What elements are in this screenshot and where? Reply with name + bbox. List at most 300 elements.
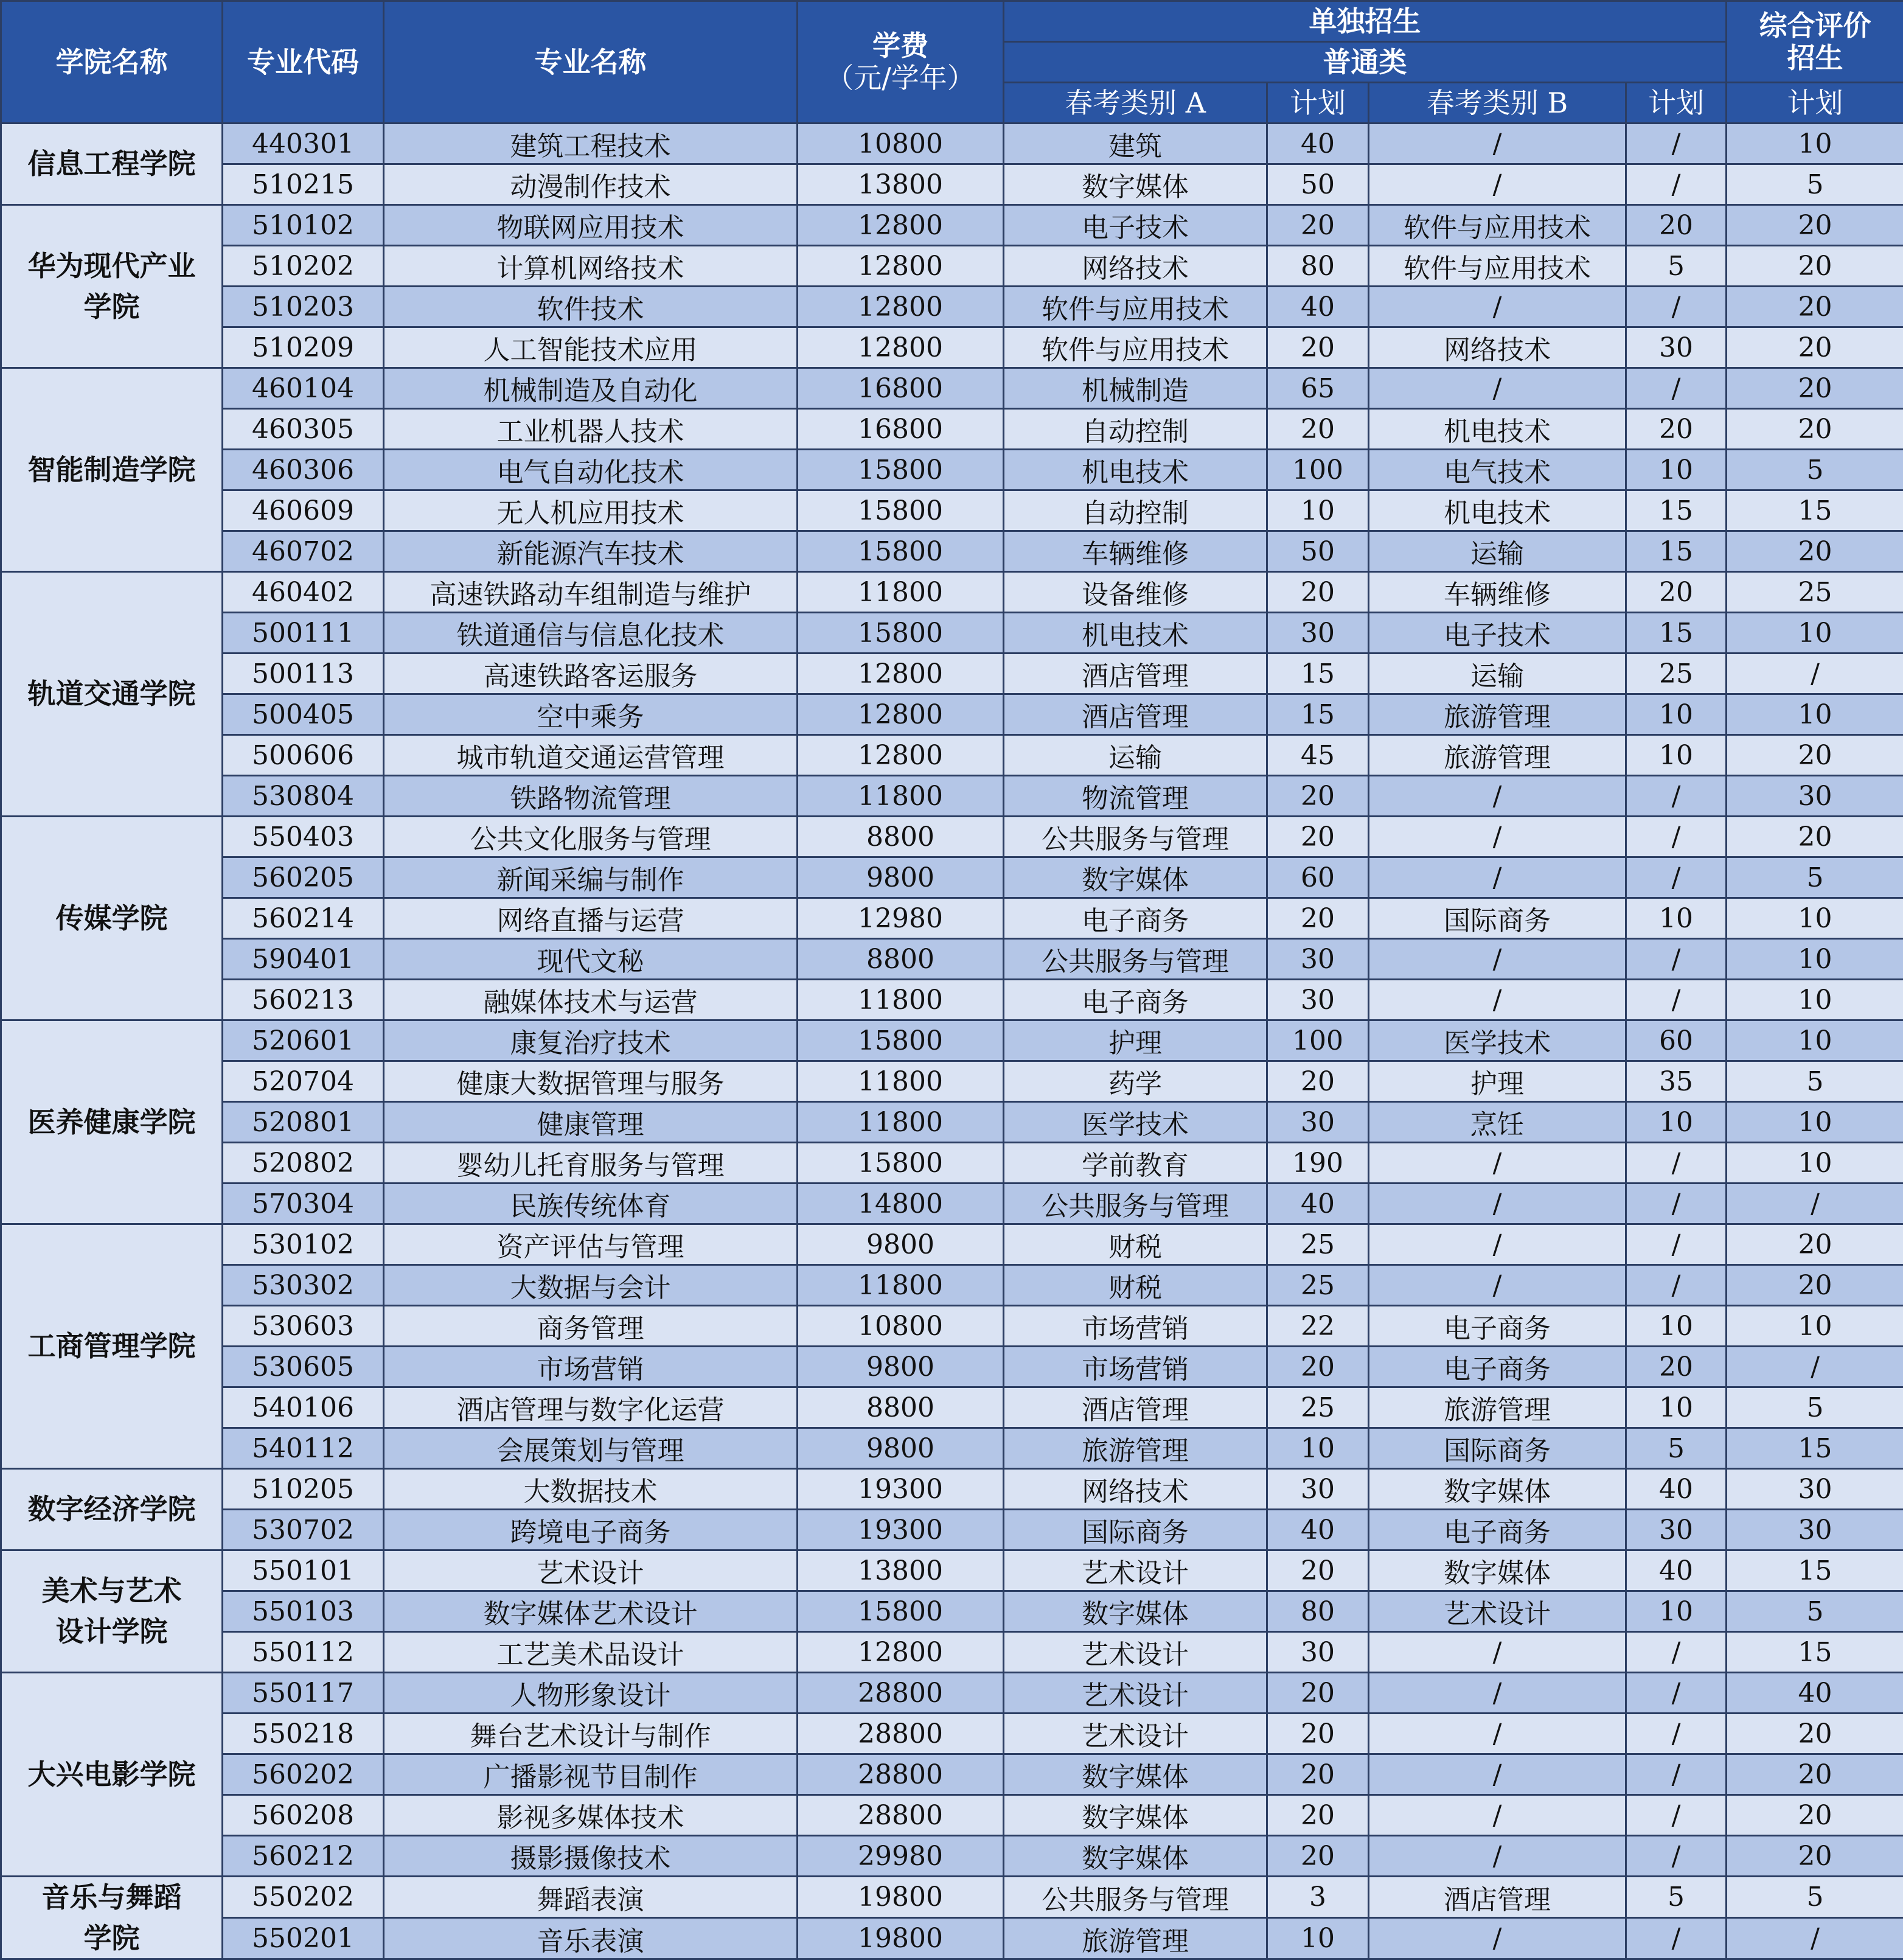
tuition-cell: 9800 [798, 857, 1004, 898]
spring-category-b-cell: 运输 [1369, 654, 1626, 694]
major-name-cell: 摄影摄像技术 [384, 1836, 798, 1877]
spring-category-b-cell: / [1369, 857, 1626, 898]
plan-a-cell: 20 [1267, 1550, 1369, 1591]
spring-category-a-cell: 建筑 [1004, 124, 1267, 164]
tuition-cell: 12800 [798, 246, 1004, 287]
table-row [1, 327, 1903, 368]
spring-category-b-cell: / [1369, 164, 1626, 205]
spring-category-b-cell: 数字媒体 [1369, 1550, 1626, 1591]
plan-a-cell: 20 [1267, 1836, 1369, 1877]
spring-category-a-cell: 运输 [1004, 735, 1267, 776]
spring-category-a-cell: 物流管理 [1004, 776, 1267, 817]
spring-category-a-cell: 艺术设计 [1004, 1673, 1267, 1714]
major-name-cell: 软件技术 [384, 287, 798, 327]
spring-category-a-cell: 数字媒体 [1004, 1754, 1267, 1795]
major-code-cell: 560212 [223, 1836, 384, 1877]
table-row [1, 1143, 1903, 1184]
table-row [1, 164, 1903, 205]
tuition-cell: 15800 [798, 490, 1004, 531]
comprehensive-plan-cell: 20 [1727, 1714, 1903, 1754]
spring-category-b-cell: / [1369, 776, 1626, 817]
comprehensive-plan-cell: 20 [1727, 1836, 1903, 1877]
header-general-category: 普通类 [1004, 42, 1727, 83]
college-name-cell: 音乐与舞蹈 学院 [1, 1877, 223, 1959]
major-name-cell: 舞台艺术设计与制作 [384, 1714, 798, 1754]
spring-category-b-cell: 软件与应用技术 [1369, 246, 1626, 287]
comprehensive-plan-cell: / [1727, 654, 1903, 694]
major-name-cell: 数字媒体艺术设计 [384, 1591, 798, 1632]
comprehensive-plan-cell: 10 [1727, 1020, 1903, 1061]
major-name-cell: 会展策划与管理 [384, 1428, 798, 1469]
college-name-cell: 数字经济学院 [1, 1469, 223, 1550]
tuition-cell: 19300 [798, 1510, 1004, 1550]
plan-a-cell: 50 [1267, 531, 1369, 572]
spring-category-a-cell: 旅游管理 [1004, 1918, 1267, 1959]
header-major: 专业名称 [384, 1, 798, 124]
header-comprehensive [1727, 1, 1903, 83]
plan-a-cell: 30 [1267, 980, 1369, 1020]
tuition-cell: 19800 [798, 1918, 1004, 1959]
major-name-cell: 工艺美术品设计 [384, 1632, 798, 1673]
major-name-cell: 商务管理 [384, 1306, 798, 1347]
major-code-cell: 510102 [223, 205, 384, 246]
spring-category-a-cell: 艺术设计 [1004, 1632, 1267, 1673]
comprehensive-plan-cell: / [1727, 1918, 1903, 1959]
tuition-cell: 28800 [798, 1714, 1004, 1754]
table-header [1, 1, 1903, 124]
plan-a-cell: 20 [1267, 1061, 1369, 1102]
college-name-cell: 智能制造学院 [1, 368, 223, 572]
tuition-cell: 15800 [798, 1143, 1004, 1184]
major-name-cell: 铁道通信与信息化技术 [384, 613, 798, 654]
plan-a-cell: 20 [1267, 1347, 1369, 1387]
table-row [1, 1877, 1903, 1918]
tuition-cell: 19300 [798, 1469, 1004, 1510]
spring-category-b-cell: / [1369, 287, 1626, 327]
comprehensive-plan-cell: 20 [1727, 205, 1903, 246]
plan-b-cell: / [1626, 1224, 1727, 1265]
major-name-cell: 艺术设计 [384, 1550, 798, 1591]
major-code-cell: 540106 [223, 1387, 384, 1428]
plan-b-cell: / [1626, 857, 1727, 898]
plan-b-cell: / [1626, 1795, 1727, 1836]
plan-a-cell: 30 [1267, 939, 1369, 980]
plan-a-cell: 20 [1267, 409, 1369, 450]
plan-a-cell: 30 [1267, 1469, 1369, 1510]
tuition-cell: 10800 [798, 1306, 1004, 1347]
major-name-cell: 动漫制作技术 [384, 164, 798, 205]
plan-b-cell: / [1626, 1714, 1727, 1754]
spring-category-b-cell: 旅游管理 [1369, 735, 1626, 776]
comprehensive-plan-cell: 20 [1727, 327, 1903, 368]
plan-b-cell: 30 [1626, 327, 1727, 368]
comprehensive-plan-cell: 20 [1727, 1224, 1903, 1265]
plan-b-cell: 15 [1626, 613, 1727, 654]
spring-category-a-cell: 酒店管理 [1004, 654, 1267, 694]
tuition-cell: 28800 [798, 1754, 1004, 1795]
spring-category-a-cell: 公共服务与管理 [1004, 939, 1267, 980]
table-row [1, 1184, 1903, 1224]
plan-a-cell: 10 [1267, 1918, 1369, 1959]
table-row [1, 1347, 1903, 1387]
plan-a-cell: 20 [1267, 1714, 1369, 1754]
plan-b-cell: 20 [1626, 409, 1727, 450]
major-name-cell: 婴幼儿托育服务与管理 [384, 1143, 798, 1184]
spring-category-b-cell: 运输 [1369, 531, 1626, 572]
tuition-cell: 29980 [798, 1836, 1004, 1877]
comprehensive-plan-cell: 20 [1727, 368, 1903, 409]
comprehensive-plan-cell: 10 [1727, 1102, 1903, 1143]
plan-a-cell: 15 [1267, 654, 1369, 694]
spring-category-a-cell: 财税 [1004, 1224, 1267, 1265]
plan-b-cell: 10 [1626, 735, 1727, 776]
plan-a-cell: 10 [1267, 1428, 1369, 1469]
header-plan-a: 计划 [1267, 83, 1369, 124]
major-code-cell: 500606 [223, 735, 384, 776]
college-name-cell: 轨道交通学院 [1, 572, 223, 817]
comprehensive-plan-cell: 20 [1727, 1754, 1903, 1795]
tuition-cell: 12800 [798, 1632, 1004, 1673]
plan-b-cell: / [1626, 164, 1727, 205]
table-row [1, 1265, 1903, 1306]
major-name-cell: 影视多媒体技术 [384, 1795, 798, 1836]
table-row [1, 572, 1903, 613]
spring-category-b-cell: / [1369, 1265, 1626, 1306]
comprehensive-plan-cell: 20 [1727, 1265, 1903, 1306]
table-row [1, 490, 1903, 531]
major-name-cell: 舞蹈表演 [384, 1877, 798, 1918]
tuition-cell: 10800 [798, 124, 1004, 164]
spring-category-b-cell: 软件与应用技术 [1369, 205, 1626, 246]
major-name-cell: 大数据与会计 [384, 1265, 798, 1306]
major-code-cell: 550202 [223, 1877, 384, 1918]
major-code-cell: 550112 [223, 1632, 384, 1673]
major-name-cell: 融媒体技术与运营 [384, 980, 798, 1020]
spring-category-b-cell: / [1369, 1673, 1626, 1714]
major-name-cell: 人工智能技术应用 [384, 327, 798, 368]
spring-category-b-cell: / [1369, 817, 1626, 857]
major-name-cell: 高速铁路客运服务 [384, 654, 798, 694]
table-row [1, 817, 1903, 857]
spring-category-b-cell: 国际商务 [1369, 898, 1626, 939]
major-name-cell: 酒店管理与数字化运营 [384, 1387, 798, 1428]
header-fee [798, 1, 1004, 124]
major-name-cell: 人物形象设计 [384, 1673, 798, 1714]
major-name-cell: 建筑工程技术 [384, 124, 798, 164]
comprehensive-plan-cell: 5 [1727, 450, 1903, 490]
tuition-cell: 9800 [798, 1347, 1004, 1387]
major-code-cell: 510215 [223, 164, 384, 205]
spring-category-b-cell: 电子商务 [1369, 1510, 1626, 1550]
tuition-cell: 8800 [798, 1387, 1004, 1428]
spring-category-a-cell: 软件与应用技术 [1004, 327, 1267, 368]
table-row [1, 1387, 1903, 1428]
spring-category-a-cell: 自动控制 [1004, 490, 1267, 531]
table-row [1, 1306, 1903, 1347]
spring-category-b-cell: / [1369, 1836, 1626, 1877]
tuition-cell: 19800 [798, 1877, 1004, 1918]
spring-category-a-cell: 数字媒体 [1004, 1795, 1267, 1836]
header-spring-category-b: 春考类别 B [1369, 83, 1626, 124]
comprehensive-plan-cell: 5 [1727, 1591, 1903, 1632]
plan-b-cell: / [1626, 1265, 1727, 1306]
comprehensive-plan-cell: 15 [1727, 1550, 1903, 1591]
table-row [1, 1020, 1903, 1061]
spring-category-a-cell: 自动控制 [1004, 409, 1267, 450]
major-name-cell: 电气自动化技术 [384, 450, 798, 490]
comprehensive-plan-cell: / [1727, 1347, 1903, 1387]
table-row [1, 1550, 1903, 1591]
table-row [1, 409, 1903, 450]
plan-a-cell: 30 [1267, 1632, 1369, 1673]
spring-category-a-cell: 车辆维修 [1004, 531, 1267, 572]
header-college: 学院名称 [1, 1, 223, 124]
table-row [1, 450, 1903, 490]
major-code-cell: 550403 [223, 817, 384, 857]
spring-category-b-cell: 电子技术 [1369, 613, 1626, 654]
tuition-cell: 11800 [798, 1265, 1004, 1306]
spring-category-a-cell: 药学 [1004, 1061, 1267, 1102]
spring-category-b-cell: / [1369, 1918, 1626, 1959]
college-name-cell: 传媒学院 [1, 817, 223, 1020]
plan-b-cell: / [1626, 1754, 1727, 1795]
spring-category-b-cell: / [1369, 1184, 1626, 1224]
spring-category-b-cell: 车辆维修 [1369, 572, 1626, 613]
major-name-cell: 资产评估与管理 [384, 1224, 798, 1265]
comprehensive-plan-cell: 10 [1727, 939, 1903, 980]
comprehensive-plan-cell: 20 [1727, 735, 1903, 776]
plan-a-cell: 45 [1267, 735, 1369, 776]
table-row [1, 205, 1903, 246]
major-code-cell: 530603 [223, 1306, 384, 1347]
major-code-cell: 530605 [223, 1347, 384, 1387]
plan-a-cell: 100 [1267, 450, 1369, 490]
college-name-cell: 美术与艺术 设计学院 [1, 1550, 223, 1673]
header-comprehensive-line2: 招生 [1787, 41, 1843, 74]
plan-a-cell: 20 [1267, 572, 1369, 613]
spring-category-a-cell: 公共服务与管理 [1004, 1184, 1267, 1224]
comprehensive-plan-cell: 30 [1727, 1510, 1903, 1550]
table-row [1, 980, 1903, 1020]
major-code-cell: 500405 [223, 694, 384, 735]
major-name-cell: 工业机器人技术 [384, 409, 798, 450]
major-code-cell: 560208 [223, 1795, 384, 1836]
tuition-cell: 15800 [798, 1020, 1004, 1061]
college-name-cell: 工商管理学院 [1, 1224, 223, 1469]
table-row [1, 1510, 1903, 1550]
major-code-cell: 510209 [223, 327, 384, 368]
major-name-cell: 无人机应用技术 [384, 490, 798, 531]
spring-category-b-cell: 艺术设计 [1369, 1591, 1626, 1632]
plan-b-cell: 25 [1626, 654, 1727, 694]
table-row [1, 287, 1903, 327]
tuition-cell: 15800 [798, 450, 1004, 490]
major-code-cell: 590401 [223, 939, 384, 980]
header-comprehensive-plan: 计划 [1727, 83, 1903, 124]
plan-a-cell: 20 [1267, 776, 1369, 817]
college-name-cell: 大兴电影学院 [1, 1673, 223, 1877]
major-name-cell: 物联网应用技术 [384, 205, 798, 246]
spring-category-b-cell: / [1369, 980, 1626, 1020]
major-code-cell: 560202 [223, 1754, 384, 1795]
major-name-cell: 网络直播与运营 [384, 898, 798, 939]
tuition-cell: 12800 [798, 205, 1004, 246]
major-name-cell: 机械制造及自动化 [384, 368, 798, 409]
spring-category-b-cell: / [1369, 124, 1626, 164]
table-row [1, 1754, 1903, 1795]
plan-a-cell: 20 [1267, 1754, 1369, 1795]
major-code-cell: 550101 [223, 1550, 384, 1591]
header-fee-unit: （元/学年） [826, 61, 975, 94]
major-name-cell: 广播影视节目制作 [384, 1754, 798, 1795]
college-name-cell: 华为现代产业 学院 [1, 205, 223, 368]
major-name-cell: 铁路物流管理 [384, 776, 798, 817]
plan-b-cell: 5 [1626, 246, 1727, 287]
table-row [1, 1469, 1903, 1510]
comprehensive-plan-cell: 25 [1727, 572, 1903, 613]
table-row [1, 857, 1903, 898]
spring-category-b-cell: / [1369, 1795, 1626, 1836]
spring-category-a-cell: 机电技术 [1004, 613, 1267, 654]
spring-category-b-cell: 旅游管理 [1369, 1387, 1626, 1428]
plan-b-cell: / [1626, 368, 1727, 409]
table-row [1, 1795, 1903, 1836]
plan-b-cell: / [1626, 124, 1727, 164]
tuition-cell: 13800 [798, 164, 1004, 205]
spring-category-b-cell: / [1369, 1754, 1626, 1795]
plan-a-cell: 20 [1267, 205, 1369, 246]
spring-category-a-cell: 软件与应用技术 [1004, 287, 1267, 327]
comprehensive-plan-cell: 10 [1727, 1306, 1903, 1347]
plan-a-cell: 3 [1267, 1877, 1369, 1918]
plan-a-cell: 40 [1267, 124, 1369, 164]
comprehensive-plan-cell: 20 [1727, 531, 1903, 572]
spring-category-b-cell: 护理 [1369, 1061, 1626, 1102]
major-code-cell: 530702 [223, 1510, 384, 1550]
spring-category-b-cell: 机电技术 [1369, 409, 1626, 450]
plan-b-cell: / [1626, 776, 1727, 817]
major-code-cell: 510205 [223, 1469, 384, 1510]
plan-a-cell: 25 [1267, 1265, 1369, 1306]
tuition-cell: 15800 [798, 613, 1004, 654]
major-code-cell: 550103 [223, 1591, 384, 1632]
major-code-cell: 530302 [223, 1265, 384, 1306]
spring-category-a-cell: 护理 [1004, 1020, 1267, 1061]
major-name-cell: 现代文秘 [384, 939, 798, 980]
plan-b-cell: 30 [1626, 1510, 1727, 1550]
plan-b-cell: 20 [1626, 205, 1727, 246]
plan-b-cell: / [1626, 1673, 1727, 1714]
spring-category-a-cell: 机电技术 [1004, 450, 1267, 490]
table-row [1, 1673, 1903, 1714]
plan-b-cell: 10 [1626, 1102, 1727, 1143]
plan-a-cell: 20 [1267, 1795, 1369, 1836]
major-name-cell: 新闻采编与制作 [384, 857, 798, 898]
comprehensive-plan-cell: 20 [1727, 246, 1903, 287]
spring-category-a-cell: 数字媒体 [1004, 1591, 1267, 1632]
tuition-cell: 8800 [798, 939, 1004, 980]
plan-a-cell: 20 [1267, 817, 1369, 857]
plan-a-cell: 15 [1267, 694, 1369, 735]
major-code-cell: 560213 [223, 980, 384, 1020]
comprehensive-plan-cell: 40 [1727, 1673, 1903, 1714]
tuition-cell: 11800 [798, 776, 1004, 817]
tuition-cell: 12800 [798, 694, 1004, 735]
spring-category-a-cell: 电子技术 [1004, 205, 1267, 246]
plan-a-cell: 80 [1267, 1591, 1369, 1632]
spring-category-b-cell: 烹饪 [1369, 1102, 1626, 1143]
tuition-cell: 8800 [798, 817, 1004, 857]
major-name-cell: 城市轨道交通运营管理 [384, 735, 798, 776]
major-name-cell: 音乐表演 [384, 1918, 798, 1959]
major-code-cell: 500111 [223, 613, 384, 654]
table-row [1, 654, 1903, 694]
header-spring-category-a: 春考类别 A [1004, 83, 1267, 124]
comprehensive-plan-cell: 10 [1727, 1143, 1903, 1184]
plan-b-cell: / [1626, 287, 1727, 327]
plan-a-cell: 25 [1267, 1224, 1369, 1265]
comprehensive-plan-cell: / [1727, 1184, 1903, 1224]
plan-b-cell: / [1626, 1632, 1727, 1673]
plan-b-cell: / [1626, 980, 1727, 1020]
table-row [1, 1632, 1903, 1673]
plan-a-cell: 25 [1267, 1387, 1369, 1428]
plan-a-cell: 20 [1267, 327, 1369, 368]
tuition-cell: 15800 [798, 1591, 1004, 1632]
table-row [1, 939, 1903, 980]
tuition-cell: 11800 [798, 1102, 1004, 1143]
spring-category-a-cell: 旅游管理 [1004, 1428, 1267, 1469]
major-code-cell: 460305 [223, 409, 384, 450]
spring-category-b-cell: 电子商务 [1369, 1306, 1626, 1347]
plan-b-cell: 10 [1626, 1387, 1727, 1428]
table-body [1, 124, 1903, 1959]
major-code-cell: 510203 [223, 287, 384, 327]
major-name-cell: 空中乘务 [384, 694, 798, 735]
comprehensive-plan-cell: 5 [1727, 857, 1903, 898]
major-name-cell: 健康大数据管理与服务 [384, 1061, 798, 1102]
major-code-cell: 560214 [223, 898, 384, 939]
spring-category-a-cell: 公共服务与管理 [1004, 1877, 1267, 1918]
table-row [1, 531, 1903, 572]
spring-category-a-cell: 电子商务 [1004, 980, 1267, 1020]
plan-a-cell: 100 [1267, 1020, 1369, 1061]
plan-b-cell: 20 [1626, 1347, 1727, 1387]
major-code-cell: 550218 [223, 1714, 384, 1754]
major-code-cell: 520801 [223, 1102, 384, 1143]
spring-category-a-cell: 设备维修 [1004, 572, 1267, 613]
plan-a-cell: 20 [1267, 898, 1369, 939]
comprehensive-plan-cell: 5 [1727, 1061, 1903, 1102]
tuition-cell: 15800 [798, 531, 1004, 572]
plan-b-cell: 35 [1626, 1061, 1727, 1102]
table-row [1, 1591, 1903, 1632]
comprehensive-plan-cell: 15 [1727, 490, 1903, 531]
college-name-cell: 医养健康学院 [1, 1020, 223, 1224]
comprehensive-plan-cell: 15 [1727, 1428, 1903, 1469]
spring-category-a-cell: 数字媒体 [1004, 1836, 1267, 1877]
major-code-cell: 570304 [223, 1184, 384, 1224]
plan-b-cell: / [1626, 817, 1727, 857]
tuition-cell: 12980 [798, 898, 1004, 939]
spring-category-a-cell: 财税 [1004, 1265, 1267, 1306]
header-comprehensive-line1: 综合评价 [1759, 9, 1871, 42]
tuition-cell: 12800 [798, 327, 1004, 368]
major-code-cell: 460104 [223, 368, 384, 409]
spring-category-a-cell: 公共服务与管理 [1004, 817, 1267, 857]
comprehensive-plan-cell: 20 [1727, 1795, 1903, 1836]
spring-category-b-cell: 医学技术 [1369, 1020, 1626, 1061]
